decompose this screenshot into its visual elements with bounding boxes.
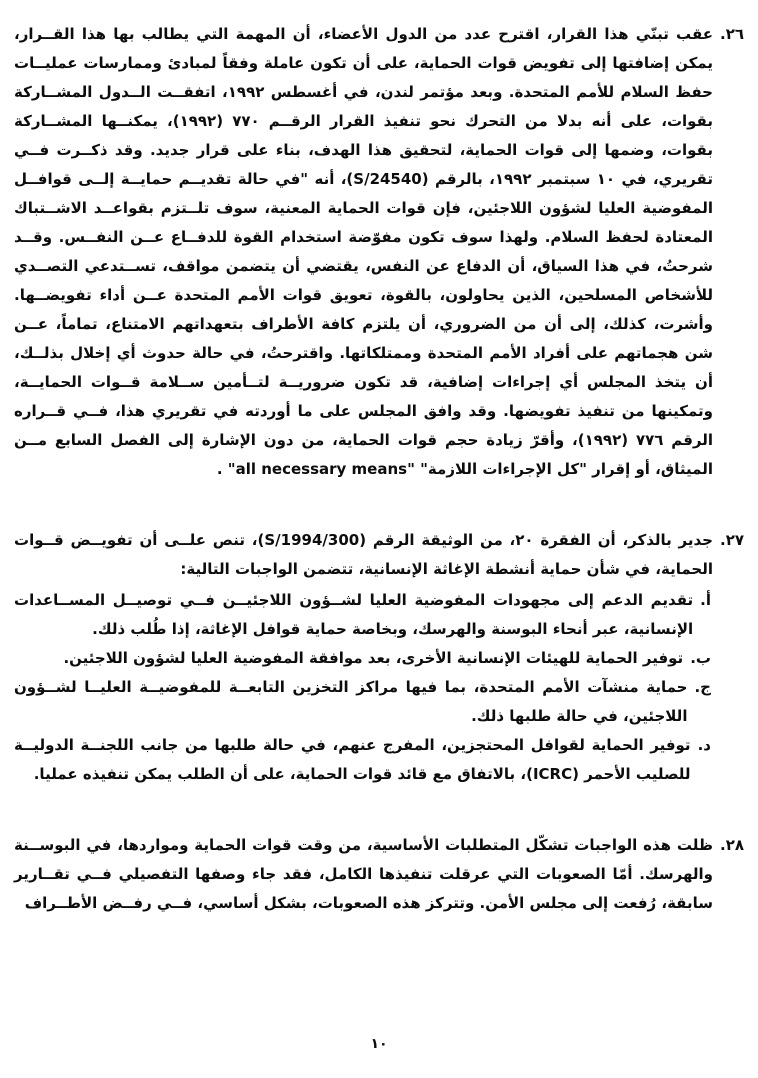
paragraph-27 [14,526,744,789]
list-item-d [14,731,711,789]
list-item-b-marker: ب. [690,649,711,667]
list-item-a-marker: أ. [700,591,711,609]
paragraph-26-number: ٢٦. [719,25,744,43]
paragraph-26-text: عقب تبنّي هذا القرار، اقترح عدد من الدول الأعضاء، أن المهمة التي يطالب بها هذا القــرار، يمكن إضافتها إلى تفويض قوات الحماية، على أن تكون عاملة وفقاً لمبادئ وممارسات عمليــات حفظ السلام للأمم المتحدة. وبعد مؤتمر لندن، في أغسطس ١٩٩٢، اتفقــت الــدول المشــاركة بقوات، على أنه بدلا من التحرك نحو تنفيذ القرار الرقــم ٧٧٠ (١٩٩٢)، يمكنــها المشــاركة بقوات، وضمها إلى قوات الحماية، لتحقيق هذا الهدف، بناء على قرار جديد. وقد ذكــرت فــي تقريري، في ١٠ سبتمبر ١٩٩٢، بالرقم (S/24540)، أنه "في حالة تقديــم حمايــة إلــى قوافــل المفوضية العليا لشؤون اللاجئين، فإن قوات الحماية المعنية، سوف تلــتزم بقواعــد الاشــتباك المعتادة لحفظ السلام. ولهذا سوف تكون مفوّضة استخدام القوة للدفــاع عــن النفــس. وقــد شرحتُ، في هذا السياق، أن الدفاع عن النفس، يقتضي أن يتضمن مواقف، تســتدعي التصــدي للأشخاص المسلحين، الذين يحاولون، بالقوة، تعويق قوات الأمم المتحدة عــن أداء تفويضــها. وأشرت، كذلك، إلى أن من الضروري، أن يلتزم كافة الأطراف بتعهداتهم الامتناع، تماماً، عــن شن هجماتهم على أفراد الأمم المتحدة وممتلكاتها. واقترحتُ، في حالة حدوث أي إخلال بذلــك، أن يتخذ المجلس أي إجراءات إضافية، قد تكون ضروريــة لتــأمين ســلامة قــوات الحمايــة، وتمكينها من تنفيذ تفويضها. وقد وافق المجلس على ما أوردته في تقريري هذا، فــي قــراره الرقم ٧٧٦ (١٩٩٢)، وأقرّ زيادة حجم قوات الحماية، من دون الإشارة إلى الفصل السابع مــن الميثاق، أو إقرار "كل الإجراءات اللازمة" "all necessary means" . [14,25,713,478]
paragraph-28-text: ظلت هذه الواجبات تشكّل المتطلبات الأساسية، من وقت قوات الحماية ومواردها، في البوســنة والهرسك. أمّا الصعوبات التي عرقلت تنفيذها الكامل، فقد جاء وصفها التفصيلي فــي تقــارير سابقة، رُفعت إلى مجلس الأمن. وتتركز هذه الصعوبات، بشكل أساسي، فــي رفــض الأطــراف [14,836,713,912]
paragraph-28 [14,831,744,918]
list-item-b-text: توفير الحماية للهيئات الإنسانية الأخرى، بعد موافقة المفوضية العليا لشؤون اللاجئين. [63,649,684,667]
paragraph-26 [14,20,744,484]
paragraph-27-intro: جدير بالذكر، أن الفقرة ٢٠، من الوثيقة الرقم (S/1994/300)، تنص علــى أن تفويــض قــوات الحماية، في شأن حماية أنشطة الإغاثة الإنسانية، تتضمن الواجبات التالية: [14,531,713,578]
list-item-a [14,586,711,644]
list-item-c-marker: ج. [694,678,711,696]
page-number: ١٠ [370,1036,388,1052]
list-item-c-text: حماية منشآت الأمم المتحدة، بما فيها مراكز التخزين التابعــة للمفوضيــة العليــا لشــؤون اللاجئين، في حالة طلبها ذلك. [14,678,688,725]
paragraph-28-number: ٢٨. [719,836,744,854]
duties-list [14,586,713,789]
list-item-a-text: تقديم الدعم إلى مجهودات المفوضية العليا لشــؤون اللاجئيــن فــي توصيــل المســاعدات الإنسانية، عبر أنحاء البوسنة والهرسك، وبخاصة حماية قوافل الإغاثة، إذا طُلب ذلك. [14,591,694,638]
list-item-b [14,644,711,673]
list-item-d-marker: د. [697,736,711,754]
list-item-d-text: توفير الحماية لقوافل المحتجزين، المفرج عنهم، في حالة طلبها من جانب اللجنــة الدوليــة للصليب الأحمر (ICRC)، بالاتفاق مع قائد قوات الحماية، على أن الطلب يمكن تنفيذه عمليا. [14,736,691,783]
list-item-c [14,673,711,731]
paragraph-27-number: ٢٧. [719,531,744,549]
